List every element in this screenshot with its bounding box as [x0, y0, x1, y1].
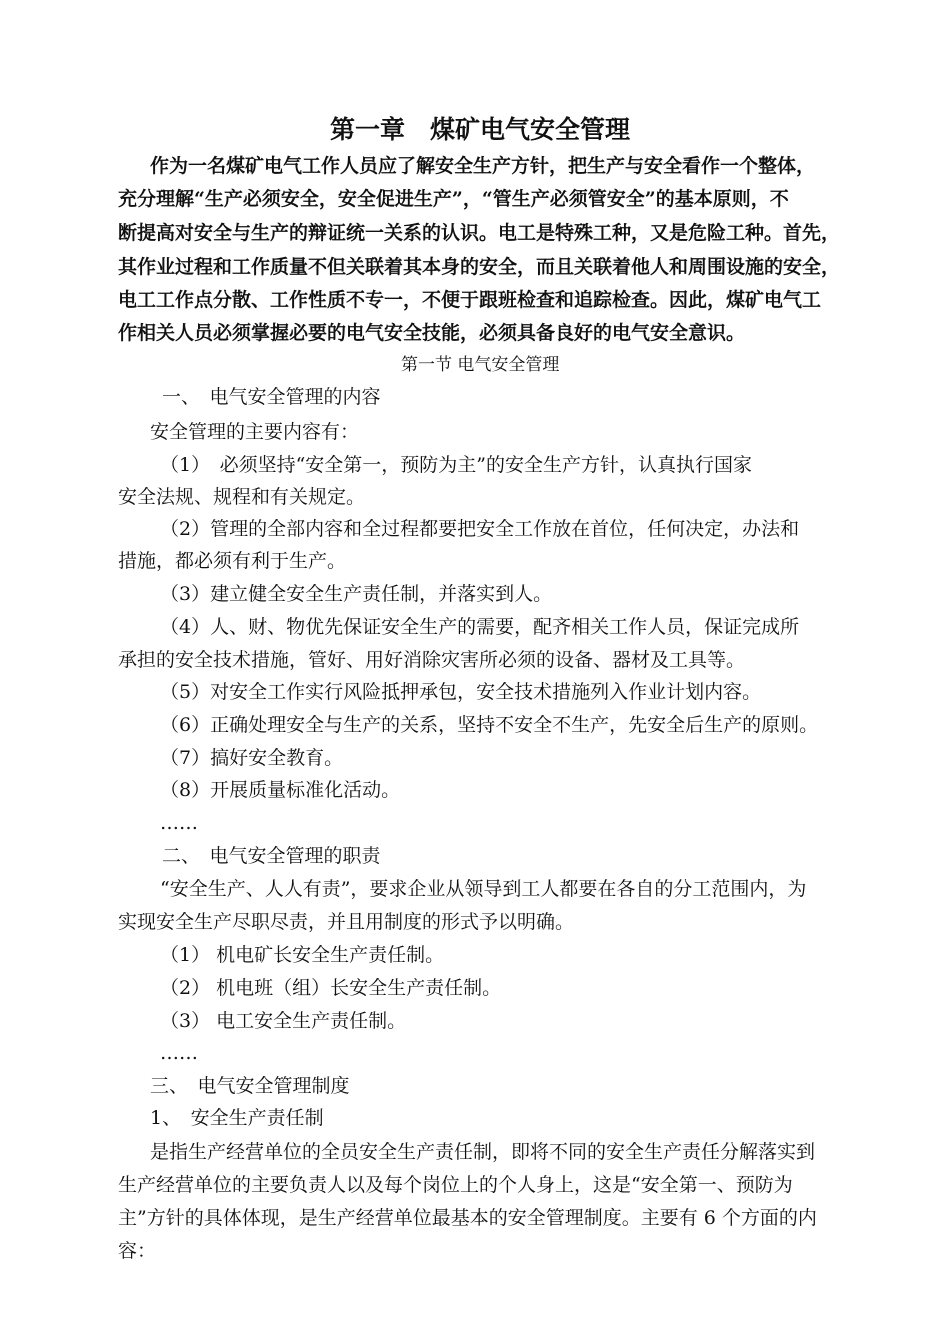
part3-text-line-1: 是指生产经营单位的全员安全生产责任制，即将不同的安全生产责任分解落实到: [150, 1141, 816, 1163]
part1-item-line-3: （2）管理的全部内容和全过程都要把安全工作放在首位，任何决定，办法和: [160, 518, 800, 540]
intro-line-6: 作相关人员必须掌握必要的电气安全技能，必须具备良好的电气安全意识。: [118, 322, 746, 344]
part1-item-line-10: （7）搞好安全教育。: [160, 747, 344, 769]
part3-text-line-2: 生产经营单位的主要负责人以及每个岗位上的个人身上，这是“安全第一、预防为: [118, 1174, 793, 1196]
part1-item-line-4: 措施，都必须有利于生产。: [118, 550, 347, 572]
part1-item-line-8: （5）对安全工作实行风险抵押承包，安全技术措施列入作业计划内容。: [160, 681, 762, 703]
part3-heading: 三、 电气安全管理制度: [150, 1075, 350, 1097]
part2-item-1: （1） 机电矿长安全生产责任制。: [160, 944, 445, 966]
intro-line-2: 充分理解“生产必须安全，安全促进生产”，“管生产必须管安全”的基本原则，不: [118, 188, 789, 210]
part3-text-line-3: 主”方针的具体体现，是生产经营单位最基本的安全管理制度。主要有 6 个方面的内: [118, 1207, 817, 1229]
part1-item-line-6: （4）人、财、物优先保证安全生产的需要，配齐相关工作人员，保证完成所: [160, 616, 800, 638]
part2-lead-line-1: “安全生产、人人有责”，要求企业从领导到工人都要在各自的分工范围内，为: [160, 878, 807, 900]
part1-item-line-7: 承担的安全技术措施，管好、用好消除灾害所必须的设备、器材及工具等。: [118, 649, 746, 671]
part2-ellipsis: ……: [160, 1042, 198, 1064]
part2-item-3: （3） 电工安全生产责任制。: [160, 1010, 407, 1032]
part1-item-line-5: （3）建立健全安全生产责任制，并落实到人。: [160, 583, 553, 605]
intro-line-3: 断提高对安全与生产的辩证统一关系的认识。电工是特殊工种，又是危险工种。首先，: [118, 222, 841, 244]
part1-heading: 一、 电气安全管理的内容: [162, 386, 381, 408]
part2-lead-line-2: 实现安全生产尽职尽责，并且用制度的形式予以明确。: [118, 911, 575, 933]
intro-line-1: 作为一名煤矿电气工作人员应了解安全生产方针，把生产与安全看作一个整体，: [150, 155, 816, 177]
part2-heading: 二、 电气安全管理的职责: [162, 845, 381, 867]
intro-line-5: 电工工作点分散、工作性质不专一，不便于跟班检查和追踪检查。因此，煤矿电气工: [118, 289, 822, 311]
part1-item-line-1: （1） 必须坚持“安全第一，预防为主”的安全生产方针，认真执行国家: [160, 454, 753, 476]
part2-item-2: （2） 机电班（组）长安全生产责任制。: [160, 977, 502, 999]
part1-lead: 安全管理的主要内容有：: [150, 421, 360, 443]
part1-item-line-11: （8）开展质量标准化活动。: [160, 779, 401, 801]
part3-text-line-4: 容：: [118, 1240, 157, 1262]
section-title: 第一节 电气安全管理: [401, 355, 560, 375]
chapter-title: 第一章 煤矿电气安全管理: [330, 115, 631, 144]
part3-sub-heading: 1、 安全生产责任制: [150, 1107, 324, 1129]
part1-item-line-9: （6）正确处理安全与生产的关系，坚持不安全不生产，先安全后生产的原则。: [160, 714, 819, 736]
intro-line-4: 其作业过程和工作质量不但关联着其本身的安全，而且关联着他人和周围设施的安全，: [118, 256, 841, 278]
part1-ellipsis: ……: [160, 812, 198, 834]
part1-item-line-2: 安全法规、规程和有关规定。: [118, 486, 366, 508]
